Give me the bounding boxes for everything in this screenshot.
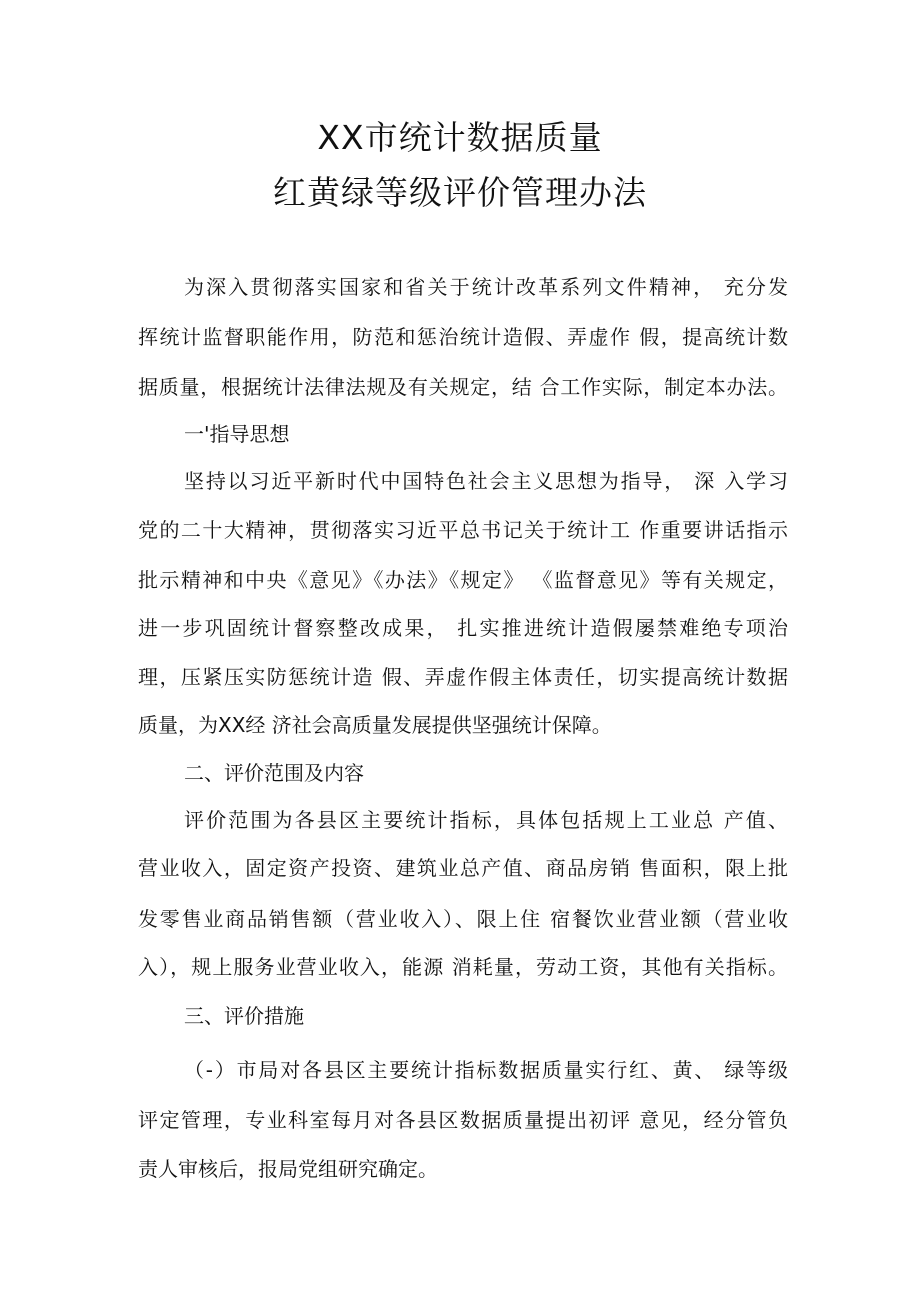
- paragraph-line: 发零售业商品销售额（营业收入）、限上住 宿餐饮业营业额（营业收: [138, 907, 788, 931]
- paragraph-line: 评价范围为各县区主要统计指标，具体包括规上工业总 产值、: [184, 808, 788, 832]
- section-heading-guiding-ideology: 一'指导思想: [184, 422, 290, 446]
- paragraph-line: 理，压紧压实防惩统计造 假、弄虚作假主体责任，切实提高统计数据: [138, 665, 788, 689]
- paragraph-line: 进一步巩固统计督察整改成果， 扎实推进统计造假屡禁难绝专项治: [138, 616, 788, 640]
- document-title-line-1: XX市统计数据质量: [317, 118, 603, 157]
- document-title-line-2: 红黄绿等级评价管理办法: [273, 173, 647, 212]
- section-heading-scope: 二、评价范围及内容: [184, 761, 364, 785]
- intro-line: 挥统计监督职能作用，防范和惩治统计造假、弄虚作 假，提高统计数: [138, 325, 788, 349]
- paragraph-line: 责人审核后，报局党组研究确定。: [138, 1157, 438, 1181]
- section-heading-measures: 三、评价措施: [184, 1004, 304, 1028]
- paragraph-line: （-）市局对各县区主要统计指标数据质量实行红、黄、 绿等级: [184, 1058, 788, 1082]
- paragraph-line: 入），规上服务业营业收入，能源 消耗量，劳动工资，其他有关指标。: [138, 955, 788, 979]
- paragraph-line: 党的二十大精神，贯彻落实习近平总书记关于统计工 作重要讲话指示: [138, 518, 788, 542]
- paragraph-line: 批示精神和中央《意见》《办法》《规定》 《监督意见》等有关规定，: [138, 568, 788, 592]
- intro-line: 据质量，根据统计法律法规及有关规定，结 合工作实际，制定本办法。: [138, 375, 788, 399]
- paragraph-line: 评定管理，专业科室每月对各县区数据质量提出初评 意见，经分管负: [138, 1108, 788, 1132]
- paragraph-line: 营业收入，固定资产投资、建筑业总产值、商品房销 售面积，限上批: [138, 856, 788, 880]
- intro-line: 为深入贯彻落实国家和省关于统计改革系列文件精神， 充分发: [184, 275, 788, 299]
- paragraph-line: 质量，为XX经 济社会高质量发展提供坚强统计保障。: [138, 713, 612, 737]
- paragraph-line: 坚持以习近平新时代中国特色社会主义思想为指导， 深 入学习: [184, 469, 788, 493]
